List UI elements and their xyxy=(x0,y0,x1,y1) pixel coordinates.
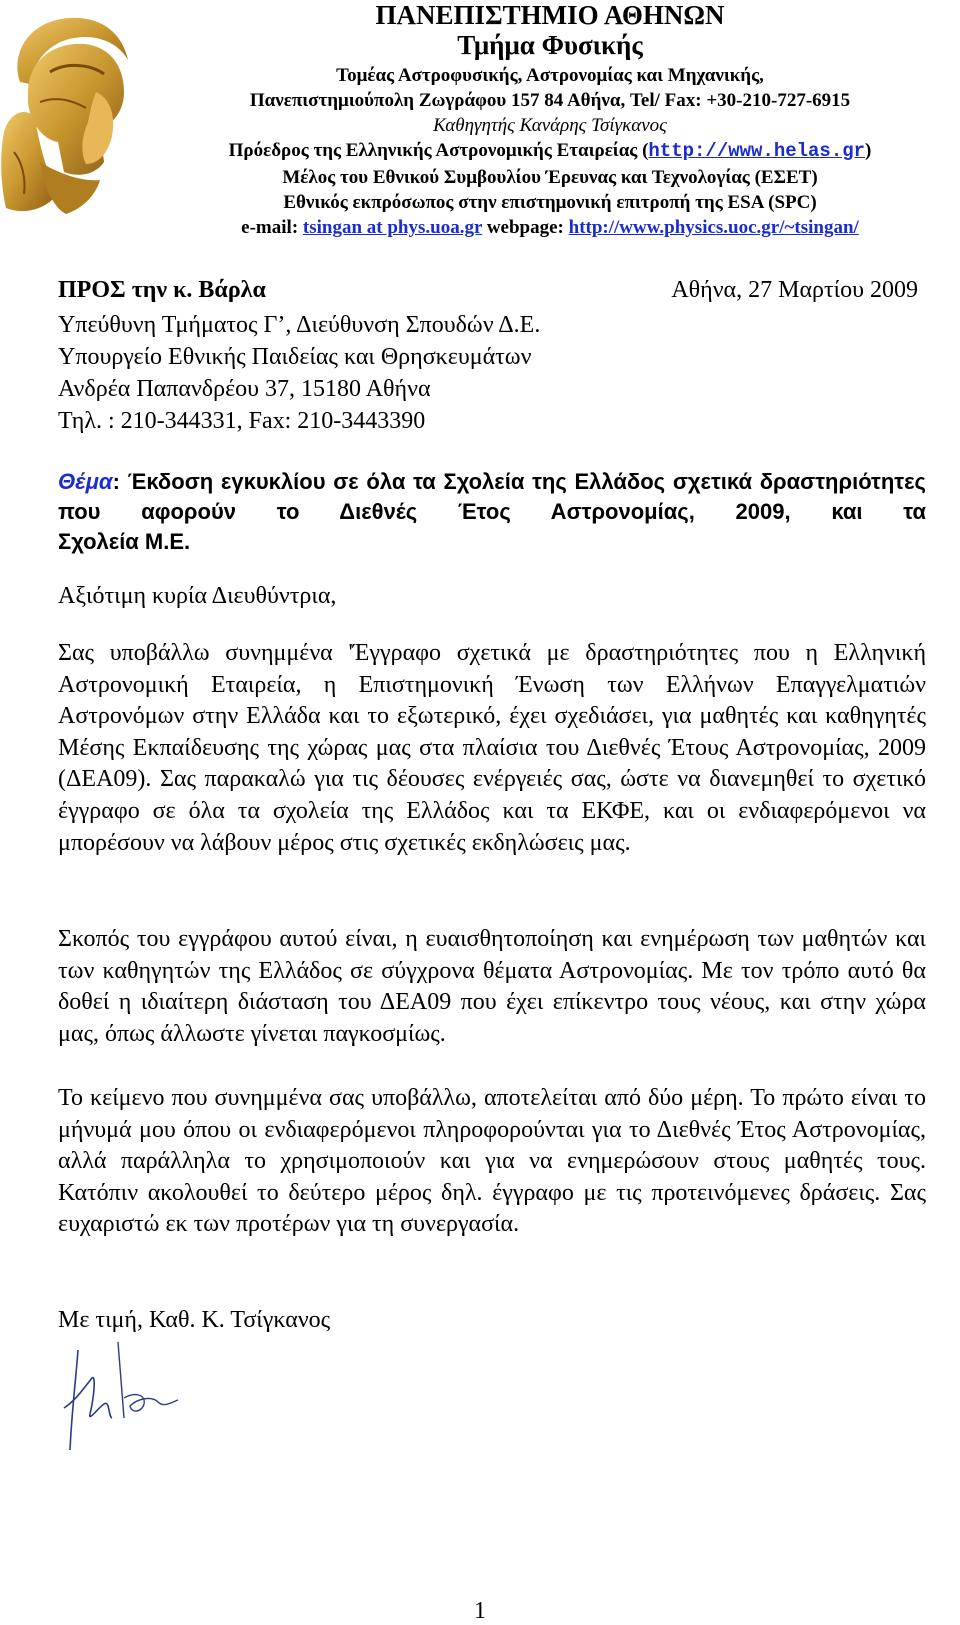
page-number: 1 xyxy=(474,1598,486,1624)
subject xyxy=(58,467,926,527)
president-line xyxy=(150,140,950,162)
webpage-link[interactable]: http://www.physics.uoc.gr/~tsingan/ xyxy=(568,217,859,238)
recipient-line-3: Ανδρέα Παπανδρέου 37, 15180 Αθήνα xyxy=(58,376,431,402)
email-link[interactable]: tsingan at phys.uoa.gr xyxy=(302,217,483,238)
department-address: Πανεπιστημιούπολη Ζωγράφου 157 84 Αθήνα, Tel/ Fax: +30-210-727-6915 xyxy=(249,90,851,111)
section-name: Τομέας Αστροφυσικής, Αστρονομίας και Μηχανικής, xyxy=(336,65,764,86)
university-name: ΠΑΝΕΠΙΣΤΗΜΙΟ ΑΘΗΝΩΝ xyxy=(375,0,725,30)
recipient-name: ΠΡΟΣ την κ. Βάρλα xyxy=(58,277,266,303)
handwritten-signature xyxy=(58,1338,198,1458)
paragraph-3: Το κείμενο που συνημμένα σας υποβάλλω, αποτελείται από δύο μέρη. Το πρώτο είναι το μήνυμά μου όπου οι ενδιαφερόμενοι πληροφορούνται για το Διεθνές Έτος Αστρονομίας, αλλά παράλληλα το χρησιμοποιούν και για να ενημερώσουν στους μαθητές τους. Κατόπιν ακολουθεί το δεύτερο μέρος δηλ. έγγραφο με τις προτεινόμενες δράσεις. Σας ευχαριστώ εκ των προτέρων για τη συνεργασία. xyxy=(58,1085,926,1238)
member-line: Μέλος του Εθνικού Συμβουλίου Έρευνας και Τεχνολογίας (ΕΣΕΤ) xyxy=(282,167,818,188)
esa-line: Εθνικός εκπρόσωπος στην επιστημονική επιτροπή της ESA (SPC) xyxy=(283,192,817,213)
subject-text: : Έκδοση εγκυκλίου σε όλα τα Σχολεία της Ελλάδος σχετικά δραστηριότητες που αφορούν το Διεθνές Έτος Αστρονομίας, 2009, και τα xyxy=(58,469,926,524)
president-text: Πρόεδρος της Ελληνικής Αστρονομικής Εταιρείας ( xyxy=(228,140,649,161)
webpage-label: webpage: xyxy=(482,217,569,238)
helas-link[interactable]: http://www.helas.gr xyxy=(648,140,866,162)
paragraph-1: Σας υποβάλλω συνημμένα 'Έγγραφο σχετικά με δραστηριότητες που η Ελληνική Αστρονομική Εταιρεία, η Επιστημονική Ένωση των Ελλήνων Επαγγελματιών Αστρονόμων στην Ελλάδα και το εξωτερικό, έχει σχεδιάσει, για μαθητές και καθηγητές Μέσης Εκπαίδευσης της χώρας μας στα πλαίσια του Διεθνές Έτους Αστρονομίας, 2009 (ΔΕΑ09). Σας παρακαλώ για τις δέουσες ενέργειές σας, ώστε να διανεμηθεί το σχετικό έγγραφο σε όλα τα σχολεία της Ελλάδος και τα ΕΚΦΕ, και οι ενδιαφερόμενοι να μπορέσουν να λάβουν μέρος στις σχετικές εκδηλώσεις μας. xyxy=(58,640,926,856)
letter-date: Αθήνα, 27 Μαρτίου 2009 xyxy=(671,277,918,303)
subject-label: Θέμα xyxy=(58,469,113,494)
closing: Με τιμή, Καθ. Κ. Τσίγκανος xyxy=(58,1307,331,1333)
recipient-line-4: Τηλ. : 210-344331, Fax: 210-3443390 xyxy=(58,408,426,434)
professor-name: Καθηγητής Κανάρης Τσίγκανος xyxy=(433,115,667,136)
recipient-line-1: Υπεύθυνη Τμήματος Γ’, Διεύθυνση Σπουδών Δ.Ε. xyxy=(58,312,541,338)
paragraph-2: Σκοπός του εγγράφου αυτού είναι, η ευαισθητοποίηση και ενημέρωση των μαθητών και των καθηγητών της Ελλάδος σε σύγχρονα θέματα Αστρονομίας. Με τον τρόπο αυτό θα δοθεί η ιδιαίτερη διάσταση του ΔΕΑ09 που έχει επίκεντρο τους νέους, και στην χώρα μας, όπως άλλωστε γίνεται παγκοσμίως. xyxy=(58,926,926,1047)
salutation: Αξιότιμη κυρία Διευθύντρια, xyxy=(58,583,337,609)
recipient-line-2: Υπουργείο Εθνικής Παιδείας και Θρησκευμάτων xyxy=(58,344,532,370)
department-name: Τμήμα Φυσικής xyxy=(457,30,643,60)
athena-head-logo xyxy=(0,12,140,218)
president-suffix: ) xyxy=(865,140,872,161)
email-label: e-mail: xyxy=(241,217,303,238)
subject-last-line: Σχολεία Μ.Ε. xyxy=(58,529,191,554)
contact-line xyxy=(150,217,950,239)
